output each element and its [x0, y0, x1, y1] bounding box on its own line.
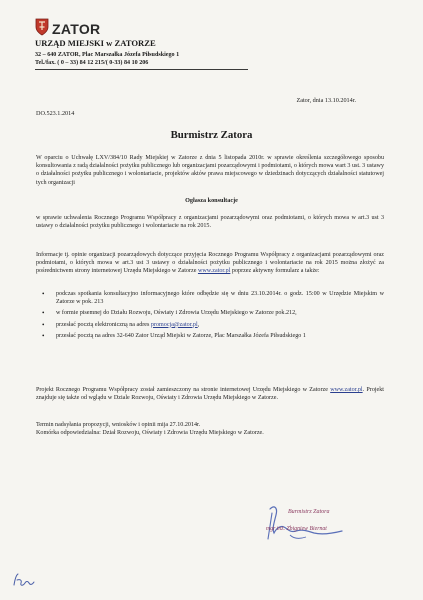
stamp-title: Burmistrz Zatora: [288, 509, 330, 515]
list-item: • w formie pisemnej do Działu Rozwoju, Oświaty i Zdrowia Urzędu Miejskiego w Zatorze pok.212,: [36, 309, 384, 317]
submission-paragraph: [36, 251, 384, 276]
list-item: • przesłać pocztą elektroniczną na adres promocja@zator.pl,: [36, 321, 384, 329]
email-link[interactable]: promocja@zator.pl: [150, 321, 198, 328]
reference-number: DO.523.1.2014: [36, 110, 75, 117]
intro-paragraph: W oparciu o Uchwałę LXV/384/10 Rady Miejskiej w Zatorze z dnia 5 listopada 2010r. w sprawie określenia szczegółowego sposobu konsultowania z radą działalności pożytku publicznego lub organizacjami pozarządowymi i podmiotami, o których mowa wart 3 ust. 3 ustawy o działalności pożytku publicznego i wolontariacie, projektów aktów prawa miejscowego w dziedzinach dotyczących działalności statutowej tych organizacji: [36, 155, 384, 186]
letterhead-rule: [35, 69, 248, 70]
submission-text: Informacje tj. opinie organizacji pozarządowych dotyczące przyjęcia Rocznego Programu Współpracy z organizacjami pozarządowymi oraz podmiotami, o których mowa w art.3 ust 3 ustawy o działalności pożytku publicznego i wolontariacie na rok 2015 można złożyć za pośrednictwem strony internetowej Urzędu Miejskiego w Zatorze: [36, 252, 384, 275]
document-title: Burmistrz Zatora: [170, 129, 253, 141]
handwritten-signature: [250, 495, 370, 555]
submission-text-end: poprzez aktywny formularz a także:: [231, 268, 320, 275]
office-name: URZĄD MIEJSKI w ZATORZE: [35, 38, 156, 48]
submission-methods-list: [36, 290, 384, 343]
responsible-unit-line: Komórka odpowiedzialna: Dział Rozwoju, Oświaty i Zdrowia Urzędu Miejskiego w Zatorze.: [36, 430, 264, 437]
office-address: 32 – 640 ZATOR, Plac Marszałka Józefa Piłsudskiego 1: [35, 52, 180, 58]
deadline-paragraph: [36, 421, 384, 437]
coat-of-arms-icon: [35, 18, 49, 36]
website-link[interactable]: www.zator.pl: [330, 387, 363, 393]
announcement-subheading: Ogłasza konsultacje: [185, 197, 238, 204]
website-link[interactable]: www.zator.pl: [197, 268, 231, 275]
date-line: Zator, dnia 13.10.2014r.: [296, 97, 356, 104]
logo-text: ZATOR: [52, 21, 101, 37]
office-phone-fax: Tel./fax. ( 0 – 33) 84 12 215/( 0-33) 84 10 206: [35, 60, 149, 66]
consultation-subject-paragraph: w sprawie uchwalenia Rocznego Programu Współpracy z organizacjami pozarządowymi oraz podmiotami, o których mowa w art.3 ust 3 ustawy o działalności pożytku publicznego i wolontariacie na rok 2015.: [36, 215, 384, 230]
list-item: • przesłać pocztą na adres 32-640 Zator Urząd Miejski w Zatorze, Plac Marszałka Józefa Piłsudskiego 1: [36, 332, 384, 340]
initials-mark: [12, 571, 36, 589]
project-publication-paragraph: Projekt Rocznego Programu Współpracy został zamieszczony na stronie internetowej Urzędu Miejskiego w Zatorze www.zator.pl. Projekt znajduje się także od wglądu w Dziale Rozwoju, Oświaty i Zdrowia Urzędu Miejskiego w Zatorze.: [36, 387, 385, 402]
stamp-name: mgr inż. Zbigniew Biernat: [266, 526, 327, 532]
list-item: • podczas spotkania konsultacyjno informacyjnego które odbędzie się w dniu 23.10.2014r. o godz. 15:00 w Urzędzie Miejskim w Zatorze w pok. 213: [36, 290, 384, 306]
deadline-line: Termin nadsyłania propozycji, wniosków i opinii mija 27.10.2014r.: [36, 422, 201, 428]
